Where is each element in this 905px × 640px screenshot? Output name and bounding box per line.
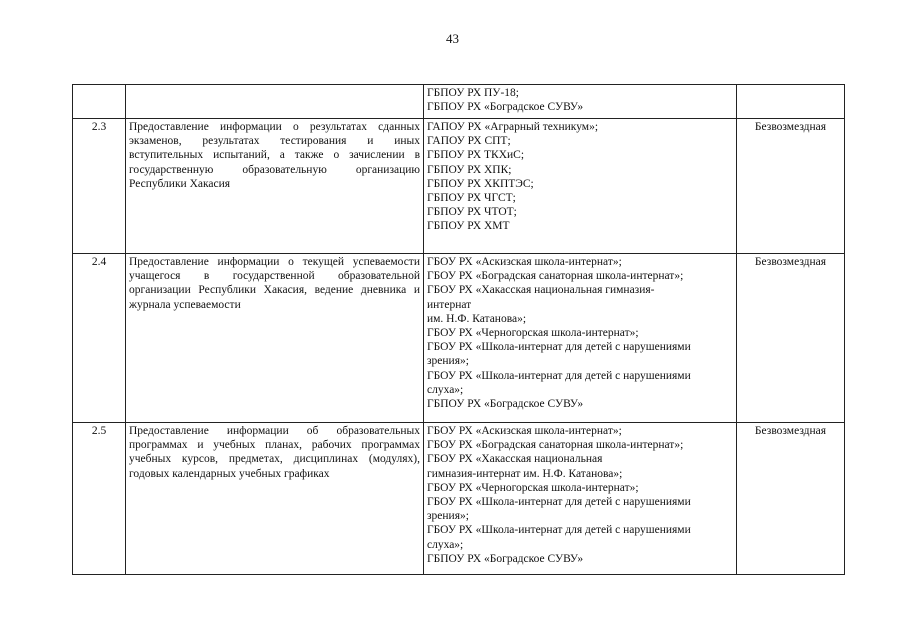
organization-line: ГБОУ РХ «Школа-интернат для детей с нарушениями	[427, 369, 691, 382]
row-number-cell: 2.4	[73, 254, 126, 423]
organization-line: слуха»;	[427, 383, 464, 396]
page-number: 43	[446, 31, 459, 46]
organization-line: ГБПОУ РХ ЧТОТ;	[427, 206, 517, 219]
organization-line: ГБОУ РХ «Школа-интернат для детей с нарушениями	[427, 341, 691, 354]
organization-line: ГБПОУ РХ «Боградское СУВУ»	[427, 398, 584, 411]
organization-line: ГБПОУ РХ ХПК;	[427, 163, 512, 176]
service-description-cell	[126, 85, 424, 119]
organizations-cell	[424, 254, 737, 423]
organization-line: гимназия-интернат им. Н.Ф. Катанова»;	[427, 467, 623, 480]
organization-line: слуха»;	[427, 538, 464, 551]
organization-line: ГАПОУ РХ СПТ;	[427, 135, 511, 148]
table-row	[73, 423, 845, 575]
organization-line: ГБОУ РХ «Черногорская школа-интернат»;	[427, 327, 639, 340]
organization-line: ГБОУ РХ «Боградская санаторная школа-интернат»;	[427, 439, 684, 452]
organization-line: ГБПОУ РХ ХКПТЭС;	[427, 177, 534, 190]
table-row	[73, 254, 845, 423]
organization-line: ГБОУ РХ «Аскизская школа-интернат»;	[427, 256, 622, 268]
row-number-cell	[73, 85, 126, 119]
organization-line: ГБОУ РХ «Школа-интернат для детей с нарушениями	[427, 524, 691, 537]
service-description-cell: Предоставление информации о результатах сданных экзаменов, результатах тестирования и иных вступительных испытаний, а также о зачислении в государственную образовательную организацию Республики Хакасия	[126, 119, 424, 254]
organization-line: ГБПОУ РХ ТКХиС;	[427, 149, 525, 162]
organizations-cell	[424, 119, 737, 254]
organization-line: ГБОУ РХ «Хакасская национальная гимназия-	[427, 284, 655, 297]
table-row	[73, 119, 845, 254]
organizations-cell	[424, 85, 737, 119]
organization-line: ГБОУ РХ «Боградская санаторная школа-интернат»;	[427, 270, 684, 283]
cost-cell: Безвозмездная	[737, 254, 845, 423]
organization-line: зрения»;	[427, 355, 469, 368]
organization-line: ГБОУ РХ «Школа-интернат для детей с нарушениями	[427, 496, 691, 509]
services-table-body	[73, 85, 845, 575]
cost-cell: Безвозмездная	[737, 119, 845, 254]
cost-cell: Безвозмездная	[737, 423, 845, 575]
services-table	[72, 84, 845, 575]
organization-line: ГБОУ РХ «Аскизская школа-интернат»;	[427, 425, 622, 437]
organization-line: ГБПОУ РХ «Боградское СУВУ»	[427, 101, 584, 114]
organization-line: интернат	[427, 298, 472, 311]
organization-line: ГБОУ РХ «Черногорская школа-интернат»;	[427, 481, 639, 494]
organization-line: им. Н.Ф. Катанова»;	[427, 312, 527, 325]
organization-line: ГБПОУ РХ ПУ-18;	[427, 87, 519, 99]
cost-cell	[737, 85, 845, 119]
service-description-cell: Предоставление информации о текущей успеваемости учащегося в государственной образовательной организации Республики Хакасия, ведение дневника и журнала успеваемости	[126, 254, 424, 423]
service-description-cell: Предоставление информации об образовательных программах и учебных планах, рабочих программах учебных курсов, предметах, дисциплинах (модулях), годовых календарных учебных графиках	[126, 423, 424, 575]
organization-line: ГБПОУ РХ «Боградское СУВУ»	[427, 552, 584, 565]
organizations-cell	[424, 423, 737, 575]
row-number-cell: 2.3	[73, 119, 126, 254]
organization-line: ГБПОУ РХ ЧГСТ;	[427, 192, 516, 205]
organization-line: ГБПОУ РХ ХМТ	[427, 220, 510, 233]
row-number-cell: 2.5	[73, 423, 126, 575]
organization-line: ГАПОУ РХ «Аграрный техникум»;	[427, 121, 599, 133]
organization-line: ГБОУ РХ «Хакасская национальная	[427, 453, 603, 466]
organization-line: зрения»;	[427, 510, 469, 523]
table-row	[73, 85, 845, 119]
